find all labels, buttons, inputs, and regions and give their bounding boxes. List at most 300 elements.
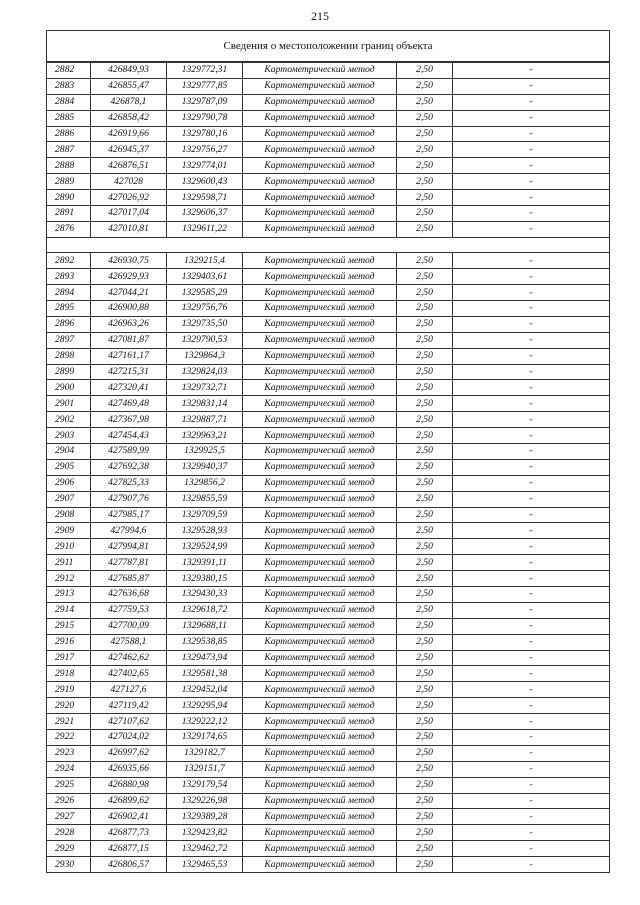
method-cell: Картометрический метод xyxy=(243,730,397,746)
point-number: 2918 xyxy=(47,666,91,682)
table-row xyxy=(47,841,610,857)
description-cell: - xyxy=(453,174,610,190)
y-coordinate: 1329585,29 xyxy=(167,285,243,301)
y-coordinate: 1329295,94 xyxy=(167,698,243,714)
point-number: 2912 xyxy=(47,571,91,587)
table-row xyxy=(47,730,610,746)
x-coordinate: 426902,41 xyxy=(91,809,167,825)
description-cell: - xyxy=(453,650,610,666)
table-row xyxy=(47,348,610,364)
method-cell: Картометрический метод xyxy=(243,650,397,666)
point-number: 2926 xyxy=(47,793,91,809)
description-cell: - xyxy=(453,110,610,126)
x-coordinate: 427985,17 xyxy=(91,507,167,523)
description-cell: - xyxy=(453,396,610,412)
table-row xyxy=(47,443,610,459)
table-row xyxy=(47,459,610,475)
method-cell: Картометрический метод xyxy=(243,475,397,491)
point-number: 2897 xyxy=(47,332,91,348)
x-coordinate: 427692,38 xyxy=(91,459,167,475)
accuracy-cell: 2,50 xyxy=(397,332,453,348)
method-cell: Картометрический метод xyxy=(243,332,397,348)
description-cell: - xyxy=(453,587,610,603)
x-coordinate: 427759,53 xyxy=(91,602,167,618)
method-cell: Картометрический метод xyxy=(243,761,397,777)
accuracy-cell: 2,50 xyxy=(397,316,453,332)
point-number: 2914 xyxy=(47,602,91,618)
description-cell: - xyxy=(453,475,610,491)
method-cell: Картометрический метод xyxy=(243,841,397,857)
accuracy-cell: 2,50 xyxy=(397,190,453,206)
x-coordinate: 427454,43 xyxy=(91,428,167,444)
y-coordinate: 1329756,27 xyxy=(167,142,243,158)
description-cell: - xyxy=(453,142,610,158)
accuracy-cell: 2,50 xyxy=(397,698,453,714)
accuracy-cell: 2,50 xyxy=(397,174,453,190)
y-coordinate: 1329391,11 xyxy=(167,555,243,571)
table-row xyxy=(47,571,610,587)
accuracy-cell: 2,50 xyxy=(397,300,453,316)
page-number: 215 xyxy=(311,9,329,23)
table-header-row xyxy=(47,31,610,63)
x-coordinate: 427028 xyxy=(91,174,167,190)
x-coordinate: 426919,66 xyxy=(91,126,167,142)
point-number: 2882 xyxy=(47,62,91,78)
accuracy-cell: 2,50 xyxy=(397,428,453,444)
y-coordinate: 1329528,93 xyxy=(167,523,243,539)
accuracy-cell: 2,50 xyxy=(397,539,453,555)
group-separator-row xyxy=(47,237,610,253)
description-cell: - xyxy=(453,126,610,142)
x-coordinate: 426876,51 xyxy=(91,158,167,174)
point-number: 2915 xyxy=(47,618,91,634)
table-title: Сведения о местоположении границ объекта xyxy=(47,31,610,63)
method-cell: Картометрический метод xyxy=(243,682,397,698)
description-cell: - xyxy=(453,634,610,650)
x-coordinate: 426963,26 xyxy=(91,316,167,332)
coordinates-table-container xyxy=(46,30,609,873)
y-coordinate: 1329423,82 xyxy=(167,825,243,841)
y-coordinate: 1329787,09 xyxy=(167,94,243,110)
method-cell: Картометрический метод xyxy=(243,380,397,396)
y-coordinate: 1329215,4 xyxy=(167,253,243,269)
table-row xyxy=(47,206,610,222)
accuracy-cell: 2,50 xyxy=(397,94,453,110)
table-row xyxy=(47,682,610,698)
x-coordinate: 426880,98 xyxy=(91,777,167,793)
table-row xyxy=(47,539,610,555)
accuracy-cell: 2,50 xyxy=(397,206,453,222)
x-coordinate: 427907,76 xyxy=(91,491,167,507)
method-cell: Картометрический метод xyxy=(243,221,397,237)
description-cell: - xyxy=(453,793,610,809)
y-coordinate: 1329222,12 xyxy=(167,714,243,730)
description-cell: - xyxy=(453,602,610,618)
description-cell: - xyxy=(453,809,610,825)
y-coordinate: 1329430,33 xyxy=(167,587,243,603)
x-coordinate: 427024,02 xyxy=(91,730,167,746)
y-coordinate: 1329465,53 xyxy=(167,857,243,873)
accuracy-cell: 2,50 xyxy=(397,459,453,475)
description-cell: - xyxy=(453,158,610,174)
point-number: 2888 xyxy=(47,158,91,174)
table-row xyxy=(47,714,610,730)
y-coordinate: 1329452,04 xyxy=(167,682,243,698)
x-coordinate: 426877,73 xyxy=(91,825,167,841)
y-coordinate: 1329772,31 xyxy=(167,62,243,78)
description-cell: - xyxy=(453,428,610,444)
y-coordinate: 1329756,76 xyxy=(167,300,243,316)
point-number: 2876 xyxy=(47,221,91,237)
description-cell: - xyxy=(453,269,610,285)
description-cell: - xyxy=(453,539,610,555)
point-number: 2929 xyxy=(47,841,91,857)
y-coordinate: 1329780,16 xyxy=(167,126,243,142)
point-number: 2917 xyxy=(47,650,91,666)
method-cell: Картометрический метод xyxy=(243,523,397,539)
method-cell: Картометрический метод xyxy=(243,555,397,571)
y-coordinate: 1329611,22 xyxy=(167,221,243,237)
table-row xyxy=(47,364,610,380)
table-row xyxy=(47,332,610,348)
point-number: 2891 xyxy=(47,206,91,222)
accuracy-cell: 2,50 xyxy=(397,634,453,650)
x-coordinate: 427994,6 xyxy=(91,523,167,539)
method-cell: Картометрический метод xyxy=(243,571,397,587)
description-cell: - xyxy=(453,285,610,301)
method-cell: Картометрический метод xyxy=(243,809,397,825)
method-cell: Картометрический метод xyxy=(243,62,397,78)
method-cell: Картометрический метод xyxy=(243,94,397,110)
point-number: 2905 xyxy=(47,459,91,475)
method-cell: Картометрический метод xyxy=(243,412,397,428)
point-number: 2886 xyxy=(47,126,91,142)
x-coordinate: 427469,48 xyxy=(91,396,167,412)
method-cell: Картометрический метод xyxy=(243,666,397,682)
table-row xyxy=(47,809,610,825)
point-number: 2910 xyxy=(47,539,91,555)
point-number: 2925 xyxy=(47,777,91,793)
accuracy-cell: 2,50 xyxy=(397,221,453,237)
accuracy-cell: 2,50 xyxy=(397,396,453,412)
point-number: 2900 xyxy=(47,380,91,396)
x-coordinate: 427320,41 xyxy=(91,380,167,396)
table-row xyxy=(47,602,610,618)
coordinates-table xyxy=(46,30,610,873)
x-coordinate: 426855,47 xyxy=(91,78,167,94)
point-number: 2927 xyxy=(47,809,91,825)
x-coordinate: 427588,1 xyxy=(91,634,167,650)
x-coordinate: 426935,66 xyxy=(91,761,167,777)
method-cell: Картометрический метод xyxy=(243,364,397,380)
accuracy-cell: 2,50 xyxy=(397,348,453,364)
description-cell: - xyxy=(453,380,610,396)
point-number: 2923 xyxy=(47,745,91,761)
x-coordinate: 426806,57 xyxy=(91,857,167,873)
x-coordinate: 426945,37 xyxy=(91,142,167,158)
x-coordinate: 427636,68 xyxy=(91,587,167,603)
point-number: 2928 xyxy=(47,825,91,841)
method-cell: Картометрический метод xyxy=(243,539,397,555)
x-coordinate: 426877,15 xyxy=(91,841,167,857)
accuracy-cell: 2,50 xyxy=(397,571,453,587)
accuracy-cell: 2,50 xyxy=(397,714,453,730)
y-coordinate: 1329963,21 xyxy=(167,428,243,444)
y-coordinate: 1329598,71 xyxy=(167,190,243,206)
y-coordinate: 1329732,71 xyxy=(167,380,243,396)
y-coordinate: 1329403,61 xyxy=(167,269,243,285)
table-row xyxy=(47,190,610,206)
description-cell: - xyxy=(453,221,610,237)
x-coordinate: 426997,62 xyxy=(91,745,167,761)
description-cell: - xyxy=(453,206,610,222)
description-cell: - xyxy=(453,364,610,380)
accuracy-cell: 2,50 xyxy=(397,745,453,761)
table-row xyxy=(47,94,610,110)
method-cell: Картометрический метод xyxy=(243,857,397,873)
method-cell: Картометрический метод xyxy=(243,602,397,618)
method-cell: Картометрический метод xyxy=(243,825,397,841)
description-cell: - xyxy=(453,555,610,571)
table-row xyxy=(47,62,610,78)
method-cell: Картометрический метод xyxy=(243,428,397,444)
x-coordinate: 426929,93 xyxy=(91,269,167,285)
table-row xyxy=(47,158,610,174)
accuracy-cell: 2,50 xyxy=(397,841,453,857)
point-number: 2901 xyxy=(47,396,91,412)
description-cell: - xyxy=(453,459,610,475)
table-row xyxy=(47,618,610,634)
y-coordinate: 1329887,71 xyxy=(167,412,243,428)
method-cell: Картометрический метод xyxy=(243,348,397,364)
table-row xyxy=(47,475,610,491)
y-coordinate: 1329925,5 xyxy=(167,443,243,459)
point-number: 2885 xyxy=(47,110,91,126)
method-cell: Картометрический метод xyxy=(243,698,397,714)
table-row xyxy=(47,761,610,777)
table-row xyxy=(47,507,610,523)
point-number: 2883 xyxy=(47,78,91,94)
accuracy-cell: 2,50 xyxy=(397,110,453,126)
description-cell: - xyxy=(453,714,610,730)
table-row xyxy=(47,300,610,316)
description-cell: - xyxy=(453,745,610,761)
point-number: 2908 xyxy=(47,507,91,523)
table-row xyxy=(47,666,610,682)
description-cell: - xyxy=(453,491,610,507)
x-coordinate: 426849,93 xyxy=(91,62,167,78)
x-coordinate: 427787,81 xyxy=(91,555,167,571)
x-coordinate: 427081,87 xyxy=(91,332,167,348)
y-coordinate: 1329581,38 xyxy=(167,666,243,682)
point-number: 2889 xyxy=(47,174,91,190)
accuracy-cell: 2,50 xyxy=(397,666,453,682)
description-cell: - xyxy=(453,78,610,94)
x-coordinate: 427044,21 xyxy=(91,285,167,301)
description-cell: - xyxy=(453,777,610,793)
table-row xyxy=(47,380,610,396)
point-number: 2893 xyxy=(47,269,91,285)
table-row xyxy=(47,221,610,237)
y-coordinate: 1329380,15 xyxy=(167,571,243,587)
method-cell: Картометрический метод xyxy=(243,126,397,142)
point-number: 2896 xyxy=(47,316,91,332)
method-cell: Картометрический метод xyxy=(243,745,397,761)
y-coordinate: 1329174,65 xyxy=(167,730,243,746)
method-cell: Картометрический метод xyxy=(243,714,397,730)
point-number: 2909 xyxy=(47,523,91,539)
description-cell: - xyxy=(453,730,610,746)
description-cell: - xyxy=(453,523,610,539)
point-number: 2895 xyxy=(47,300,91,316)
method-cell: Картометрический метод xyxy=(243,491,397,507)
y-coordinate: 1329824,03 xyxy=(167,364,243,380)
y-coordinate: 1329831,14 xyxy=(167,396,243,412)
table-row xyxy=(47,587,610,603)
description-cell: - xyxy=(453,825,610,841)
x-coordinate: 426878,1 xyxy=(91,94,167,110)
y-coordinate: 1329179,54 xyxy=(167,777,243,793)
accuracy-cell: 2,50 xyxy=(397,158,453,174)
table-row xyxy=(47,745,610,761)
table-row xyxy=(47,126,610,142)
table-row xyxy=(47,428,610,444)
method-cell: Картометрический метод xyxy=(243,777,397,793)
x-coordinate: 427462,62 xyxy=(91,650,167,666)
x-coordinate: 427685,87 xyxy=(91,571,167,587)
description-cell: - xyxy=(453,507,610,523)
y-coordinate: 1329389,28 xyxy=(167,809,243,825)
description-cell: - xyxy=(453,253,610,269)
method-cell: Картометрический метод xyxy=(243,507,397,523)
method-cell: Картометрический метод xyxy=(243,110,397,126)
table-row xyxy=(47,142,610,158)
description-cell: - xyxy=(453,841,610,857)
method-cell: Картометрический метод xyxy=(243,206,397,222)
method-cell: Картометрический метод xyxy=(243,158,397,174)
table-row xyxy=(47,793,610,809)
description-cell: - xyxy=(453,94,610,110)
description-cell: - xyxy=(453,316,610,332)
description-cell: - xyxy=(453,62,610,78)
accuracy-cell: 2,50 xyxy=(397,62,453,78)
method-cell: Картометрический метод xyxy=(243,618,397,634)
x-coordinate: 427017,04 xyxy=(91,206,167,222)
x-coordinate: 427010,81 xyxy=(91,221,167,237)
accuracy-cell: 2,50 xyxy=(397,269,453,285)
y-coordinate: 1329151,7 xyxy=(167,761,243,777)
description-cell: - xyxy=(453,571,610,587)
method-cell: Картометрический метод xyxy=(243,78,397,94)
table-row xyxy=(47,698,610,714)
x-coordinate: 426858,42 xyxy=(91,110,167,126)
description-cell: - xyxy=(453,332,610,348)
method-cell: Картометрический метод xyxy=(243,459,397,475)
accuracy-cell: 2,50 xyxy=(397,793,453,809)
point-number: 2921 xyxy=(47,714,91,730)
x-coordinate: 427825,33 xyxy=(91,475,167,491)
x-coordinate: 426899,62 xyxy=(91,793,167,809)
point-number: 2899 xyxy=(47,364,91,380)
method-cell: Картометрический метод xyxy=(243,253,397,269)
table-row xyxy=(47,777,610,793)
method-cell: Картометрический метод xyxy=(243,587,397,603)
accuracy-cell: 2,50 xyxy=(397,602,453,618)
y-coordinate: 1329790,78 xyxy=(167,110,243,126)
point-number: 2887 xyxy=(47,142,91,158)
accuracy-cell: 2,50 xyxy=(397,475,453,491)
y-coordinate: 1329462,72 xyxy=(167,841,243,857)
accuracy-cell: 2,50 xyxy=(397,825,453,841)
accuracy-cell: 2,50 xyxy=(397,412,453,428)
y-coordinate: 1329855,59 xyxy=(167,491,243,507)
x-coordinate: 427119,42 xyxy=(91,698,167,714)
accuracy-cell: 2,50 xyxy=(397,491,453,507)
x-coordinate: 427994,81 xyxy=(91,539,167,555)
x-coordinate: 427107,62 xyxy=(91,714,167,730)
description-cell: - xyxy=(453,618,610,634)
point-number: 2903 xyxy=(47,428,91,444)
y-coordinate: 1329790,53 xyxy=(167,332,243,348)
accuracy-cell: 2,50 xyxy=(397,285,453,301)
table-row xyxy=(47,555,610,571)
accuracy-cell: 2,50 xyxy=(397,857,453,873)
point-number: 2904 xyxy=(47,443,91,459)
table-row xyxy=(47,110,610,126)
accuracy-cell: 2,50 xyxy=(397,380,453,396)
accuracy-cell: 2,50 xyxy=(397,618,453,634)
table-row xyxy=(47,396,610,412)
table-row xyxy=(47,491,610,507)
method-cell: Картометрический метод xyxy=(243,443,397,459)
accuracy-cell: 2,50 xyxy=(397,142,453,158)
accuracy-cell: 2,50 xyxy=(397,777,453,793)
accuracy-cell: 2,50 xyxy=(397,253,453,269)
point-number: 2906 xyxy=(47,475,91,491)
table-row xyxy=(47,857,610,873)
table-row xyxy=(47,78,610,94)
point-number: 2890 xyxy=(47,190,91,206)
point-number: 2916 xyxy=(47,634,91,650)
table-row xyxy=(47,174,610,190)
point-number: 2930 xyxy=(47,857,91,873)
x-coordinate: 427026,92 xyxy=(91,190,167,206)
method-cell: Картометрический метод xyxy=(243,793,397,809)
y-coordinate: 1329777,85 xyxy=(167,78,243,94)
x-coordinate: 427161,17 xyxy=(91,348,167,364)
description-cell: - xyxy=(453,666,610,682)
table-row xyxy=(47,650,610,666)
table-row xyxy=(47,316,610,332)
table-row xyxy=(47,634,610,650)
method-cell: Картометрический метод xyxy=(243,142,397,158)
table-row xyxy=(47,825,610,841)
x-coordinate: 426900,88 xyxy=(91,300,167,316)
separator-cell xyxy=(47,237,610,253)
description-cell: - xyxy=(453,443,610,459)
method-cell: Картометрический метод xyxy=(243,300,397,316)
method-cell: Картометрический метод xyxy=(243,316,397,332)
x-coordinate: 427700,09 xyxy=(91,618,167,634)
table-row xyxy=(47,412,610,428)
accuracy-cell: 2,50 xyxy=(397,761,453,777)
x-coordinate: 427589,99 xyxy=(91,443,167,459)
accuracy-cell: 2,50 xyxy=(397,587,453,603)
description-cell: - xyxy=(453,190,610,206)
point-number: 2892 xyxy=(47,253,91,269)
y-coordinate: 1329600,43 xyxy=(167,174,243,190)
y-coordinate: 1329538,85 xyxy=(167,634,243,650)
